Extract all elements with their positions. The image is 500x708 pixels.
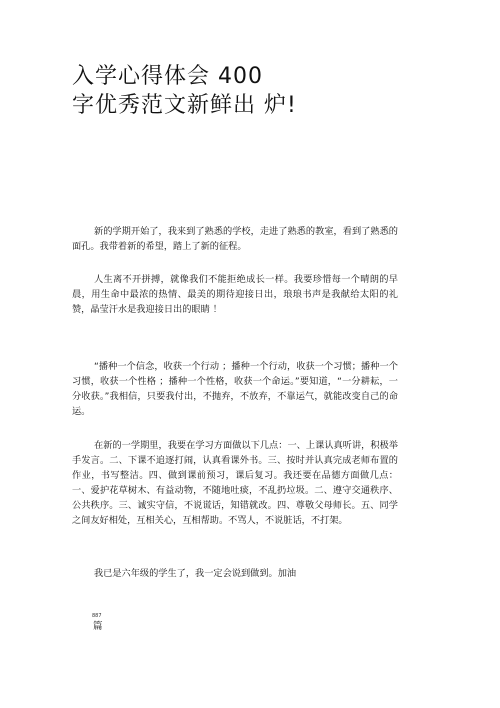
paragraph-2: 人生离不开拼搏，就像我们不能拒绝成长一样。我要珍惜每一个晴朗的早晨，用生命中最浓的热情、最美的期待迎接日出，琅琅书声是我献给太阳的礼赞，晶莹汗水是我迎接日出的眼睛 ！ [72, 274, 398, 315]
title-line-2: 字优秀范文新鲜出 炉! [72, 93, 297, 118]
paragraph-5: 我已是六年级的学生了，我一定会说到做到。加油 [94, 568, 297, 579]
footer-mark: 887 [92, 613, 102, 619]
paragraph-1: 新的学期开始了，我来到了熟悉的学校，走进了熟悉的教室，看到了熟悉的面孔。我带着新的希望，踏上了新的征程。 [72, 226, 398, 252]
paragraph-4: 在新的一学期里，我要在学习方面做以下几点：一、上课认真听讲，积极举手发言。二、下课不追逐打闹，认真看课外书。三、按时并认真完成老师布置的作业，书写整洁。四、做到课前预习，课后复习。我还要在品德方面做几点：一、爱护花草树木、有益动物，不随地吐痰，不乱扔垃圾。二、遵守交通秩序、公共秩序。三、诚实守信，不说谎话，知错就改。四、尊敬父母师长。五、同学之间友好相处，互相关心，互相帮助。不骂人，不说脏话，不打架。 [72, 440, 398, 526]
paragraph-3: “播种一个信念，收获一个行动 ；播种一个行动，收获一个习惯；播种一个习惯，收获一个性格 ；播种一个性格，收获一个命运。”要知道，“一分耕耘，一分收获。”我相信，只要我付出，不抛弃，不放弃，不靠运气，就能改变自己的命运。 [72, 361, 398, 417]
title-line-1: 入学心得体会 400 [72, 64, 263, 89]
footer-label: 篇 [93, 621, 103, 632]
document-title [72, 62, 297, 120]
